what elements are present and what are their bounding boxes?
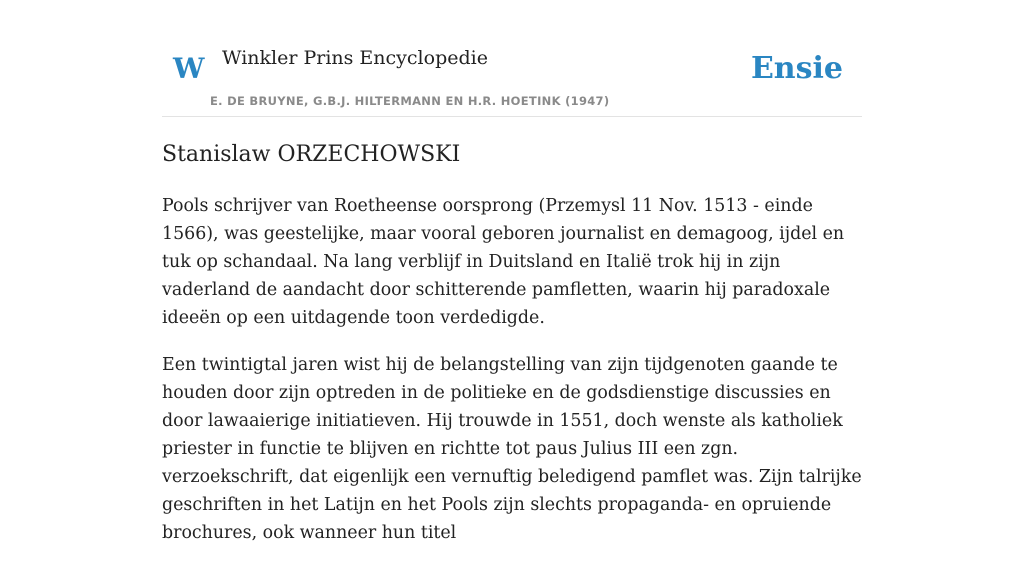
source-header	[162, 0, 862, 117]
source-title[interactable]: Winkler Prins Encyclopedie	[222, 47, 488, 69]
ensie-logo[interactable]: Ensie	[750, 51, 843, 86]
article-paragraph: Een twintigtal jaren wist hij de belangstelling van zijn tijdgenoten gaande te houden door zijn optreden in de politieke en de godsdienstige discussies en door lawaaierige initiatieven. Hij trouwde in 1551, doch wenste als katholiek priester in functie te blijven en richtte tot paus Julius III een zgn. verzoekschrift, dat eigenlijk een vernuftig beledigend pamflet was. Zijn talrijke geschriften in het Latijn en het Pools zijn slechts propaganda- en opruiende brochures, ook wanneer hun titel	[162, 355, 862, 543]
article-paragraph: Pools schrijver van Roetheense oorsprong (Przemysl 11 Nov. 1513 - einde 1566), was geestelijke, maar vooral geboren journalist en demagoog, ijdel en tuk op schandaal. Na lang verblijf in Duitsland en Italië trok hij in zijn vaderland de aandacht door schitterende pamfletten, waarin hij paradoxale ideeën op een uitdagende toon verdedigde.	[162, 196, 845, 328]
article-body	[162, 192, 862, 566]
article-title: Stanislaw ORZECHOWSKI	[162, 142, 461, 167]
source-authors: E. DE BRUYNE, G.B.J. HILTERMANN EN H.R. HOETINK (1947)	[210, 94, 610, 108]
winkler-prins-logo[interactable]: W	[173, 52, 205, 85]
